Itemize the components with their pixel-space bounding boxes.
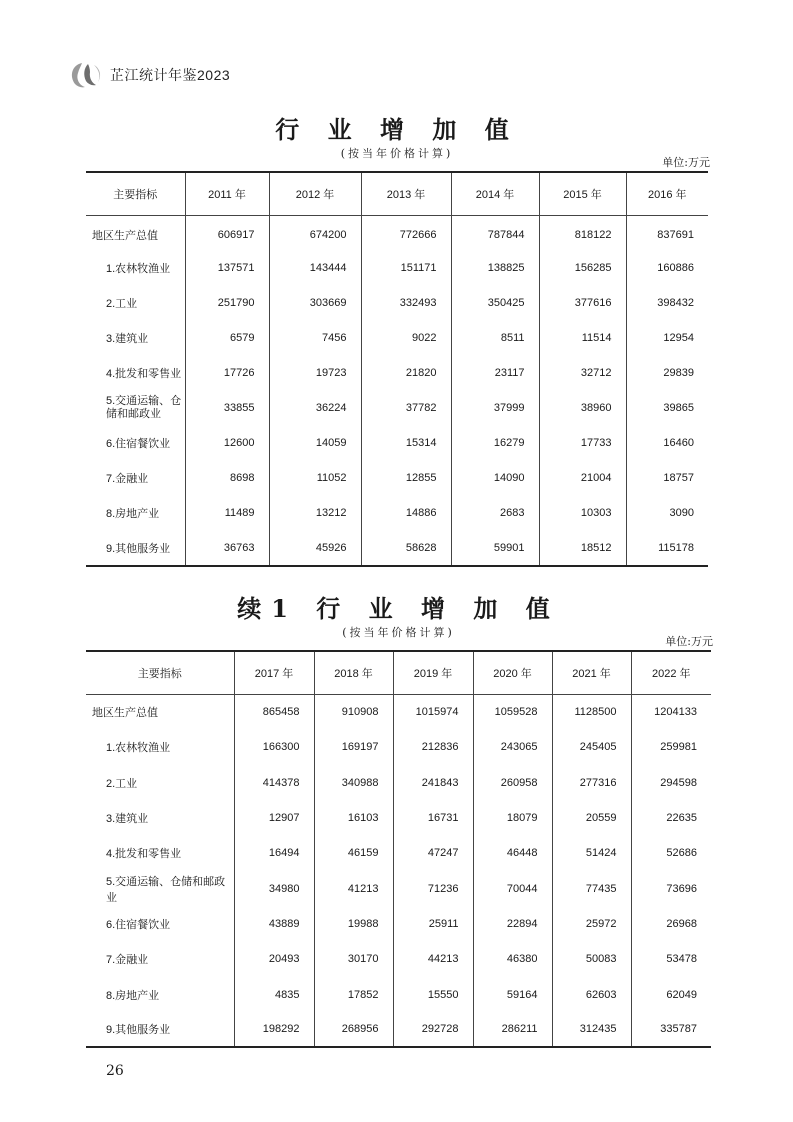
cell-value: 16103	[314, 800, 393, 835]
cell-value: 268956	[314, 1012, 393, 1047]
cell-value: 4835	[234, 977, 314, 1012]
cell-value: 18757	[626, 461, 708, 496]
table1-title: 行 业 增 加 值	[275, 115, 519, 144]
cell-value: 15314	[361, 426, 451, 461]
cell-value: 17726	[185, 356, 269, 391]
cell-value: 36763	[185, 531, 269, 566]
cell-value: 169197	[314, 730, 393, 765]
cell-value: 17852	[314, 977, 393, 1012]
cell-value: 26968	[631, 906, 711, 941]
table-row	[86, 730, 711, 765]
table-row	[86, 942, 711, 977]
table-row	[86, 461, 708, 496]
cell-value: 12907	[234, 800, 314, 835]
cell-value: 12600	[185, 426, 269, 461]
table2-title: 续1 行 业 增 加 值	[237, 594, 560, 623]
row-label: 9.其他服务业	[106, 542, 171, 555]
cell-value: 70044	[473, 871, 552, 906]
cell-value: 30170	[314, 942, 393, 977]
cell-value: 16460	[626, 426, 708, 461]
cell-value: 51424	[552, 836, 631, 871]
cell-value: 160886	[626, 251, 708, 286]
cell-value: 19723	[269, 356, 361, 391]
cell-value: 39865	[626, 391, 708, 426]
table-row	[86, 531, 708, 566]
cell-value: 156285	[539, 251, 626, 286]
cell-value: 62603	[552, 977, 631, 1012]
cell-value: 25972	[552, 906, 631, 941]
cell-value: 37782	[361, 391, 451, 426]
row-label: 8.房地产业	[106, 989, 160, 1002]
cell-value: 340988	[314, 765, 393, 800]
cell-value: 137571	[185, 251, 269, 286]
cell-value: 277316	[552, 765, 631, 800]
cell-value: 8511	[451, 321, 539, 356]
cell-value: 243065	[473, 730, 552, 765]
column-header: 2021 年	[552, 651, 631, 695]
cell-value: 41213	[314, 871, 393, 906]
cell-value: 29839	[626, 356, 708, 391]
cell-value: 37999	[451, 391, 539, 426]
row-label: 5.交通运输、仓储和邮政业	[106, 875, 226, 904]
cell-value: 33855	[185, 391, 269, 426]
cell-value: 674200	[269, 216, 361, 251]
cell-value: 12855	[361, 461, 451, 496]
cell-value: 151171	[361, 251, 451, 286]
cell-value: 350425	[451, 286, 539, 321]
column-header: 主要指标	[86, 651, 234, 695]
table2-header-row	[86, 651, 711, 695]
cell-value: 77435	[552, 871, 631, 906]
column-header: 2022 年	[631, 651, 711, 695]
cell-value: 36224	[269, 391, 361, 426]
cell-value: 14090	[451, 461, 539, 496]
table2	[86, 650, 711, 1048]
cell-value: 46380	[473, 942, 552, 977]
cell-value: 22894	[473, 906, 552, 941]
table-row	[86, 426, 708, 461]
table-row	[86, 695, 711, 730]
cell-value: 46159	[314, 836, 393, 871]
cell-value: 260958	[473, 765, 552, 800]
cell-value: 58628	[361, 531, 451, 566]
cell-value: 52686	[631, 836, 711, 871]
table-row	[86, 286, 708, 321]
cell-value: 414378	[234, 765, 314, 800]
cell-value: 59164	[473, 977, 552, 1012]
column-header: 2012 年	[269, 172, 361, 216]
table-row	[86, 800, 711, 835]
cell-value: 772666	[361, 216, 451, 251]
table-row	[86, 391, 708, 426]
cell-value: 22635	[631, 800, 711, 835]
table1	[86, 171, 708, 567]
cell-value: 23117	[451, 356, 539, 391]
cell-value: 7456	[269, 321, 361, 356]
cell-value: 143444	[269, 251, 361, 286]
cell-value: 1015974	[393, 695, 473, 730]
cell-value: 312435	[552, 1012, 631, 1047]
table-row	[86, 871, 711, 906]
cell-value: 20493	[234, 942, 314, 977]
table-row	[86, 906, 711, 941]
cell-value: 25911	[393, 906, 473, 941]
cell-value: 241843	[393, 765, 473, 800]
cell-value: 910908	[314, 695, 393, 730]
cell-value: 837691	[626, 216, 708, 251]
table-row	[86, 765, 711, 800]
cell-value: 2683	[451, 496, 539, 531]
column-header: 2016 年	[626, 172, 708, 216]
row-label: 8.房地产业	[106, 508, 160, 520]
cell-value: 47247	[393, 836, 473, 871]
cell-value: 16279	[451, 426, 539, 461]
column-header: 主要指标	[86, 172, 185, 216]
cell-value: 17733	[539, 426, 626, 461]
cell-value: 6579	[185, 321, 269, 356]
row-label	[86, 391, 185, 426]
cell-value: 865458	[234, 695, 314, 730]
table-row	[86, 356, 708, 391]
cell-value: 8698	[185, 461, 269, 496]
cell-value: 138825	[451, 251, 539, 286]
cell-value: 59901	[451, 531, 539, 566]
cell-value: 62049	[631, 977, 711, 1012]
cell-value: 10303	[539, 496, 626, 531]
cell-value: 9022	[361, 321, 451, 356]
row-label: 6.住宿餐饮业	[106, 438, 171, 450]
cell-value: 11514	[539, 321, 626, 356]
row-label: 7.金融业	[106, 473, 149, 485]
column-header: 2011 年	[185, 172, 269, 216]
table-row	[86, 1012, 711, 1047]
row-label: 地区生产总值	[92, 229, 158, 242]
cell-value: 606917	[185, 216, 269, 251]
table-row	[86, 216, 708, 251]
table1-subtitle: (按当年价格计算)	[340, 147, 454, 160]
cell-value: 787844	[451, 216, 539, 251]
table-row	[86, 496, 708, 531]
cell-value: 50083	[552, 942, 631, 977]
cell-value: 32712	[539, 356, 626, 391]
cell-value: 44213	[393, 942, 473, 977]
cell-value: 251790	[185, 286, 269, 321]
book-title: 芷江统计年鉴2023	[110, 67, 231, 83]
cell-value: 13212	[269, 496, 361, 531]
cell-value: 11052	[269, 461, 361, 496]
cell-value: 12954	[626, 321, 708, 356]
table-row	[86, 977, 711, 1012]
page-header	[68, 60, 230, 90]
table-row	[86, 251, 708, 286]
cell-value: 21004	[539, 461, 626, 496]
cell-value: 53478	[631, 942, 711, 977]
cell-value: 14059	[269, 426, 361, 461]
column-header: 2019 年	[393, 651, 473, 695]
cell-value: 292728	[393, 1012, 473, 1047]
table-row	[86, 321, 708, 356]
cell-value: 166300	[234, 730, 314, 765]
table2-section	[86, 592, 711, 1048]
row-label: 3.建筑业	[106, 333, 149, 345]
cell-value: 16731	[393, 800, 473, 835]
cell-value: 18079	[473, 800, 552, 835]
page-number: 26	[106, 1063, 124, 1079]
table1-section	[86, 113, 708, 567]
column-header: 2014 年	[451, 172, 539, 216]
cell-value: 398432	[626, 286, 708, 321]
cell-value: 1059528	[473, 695, 552, 730]
row-label: 9.其他服务业	[106, 1024, 171, 1037]
row-label: 4.批发和零售业	[106, 848, 182, 861]
column-header: 2020 年	[473, 651, 552, 695]
cell-value: 115178	[626, 531, 708, 566]
yearbook-logo-icon	[68, 60, 104, 90]
cell-value: 818122	[539, 216, 626, 251]
cell-value: 19988	[314, 906, 393, 941]
cell-value: 71236	[393, 871, 473, 906]
cell-value: 1128500	[552, 695, 631, 730]
cell-value: 11489	[185, 496, 269, 531]
cell-value: 294598	[631, 765, 711, 800]
row-label: 1.农林牧渔业	[106, 742, 171, 755]
table2-unit: 单位:万元	[665, 635, 713, 648]
cell-value: 18512	[539, 531, 626, 566]
row-label: 2.工业	[106, 298, 138, 310]
row-label: 3.建筑业	[106, 813, 149, 826]
cell-value: 16494	[234, 836, 314, 871]
cell-value: 377616	[539, 286, 626, 321]
cell-value: 332493	[361, 286, 451, 321]
cell-value: 15550	[393, 977, 473, 1012]
cell-value: 259981	[631, 730, 711, 765]
cell-value: 212836	[393, 730, 473, 765]
row-label: 6.住宿餐饮业	[106, 918, 171, 931]
cell-value: 286211	[473, 1012, 552, 1047]
cell-value: 14886	[361, 496, 451, 531]
row-label-text: 5.交通运输、仓储和邮政业	[106, 395, 182, 420]
row-label: 7.金融业	[106, 954, 149, 967]
cell-value: 303669	[269, 286, 361, 321]
table1-header-row	[86, 172, 708, 216]
cell-value: 335787	[631, 1012, 711, 1047]
cell-value: 34980	[234, 871, 314, 906]
cell-value: 38960	[539, 391, 626, 426]
column-header: 2017 年	[234, 651, 314, 695]
table1-unit: 单位:万元	[662, 156, 710, 169]
cell-value: 245405	[552, 730, 631, 765]
row-label: 2.工业	[106, 777, 138, 790]
cell-value: 43889	[234, 906, 314, 941]
cell-value: 3090	[626, 496, 708, 531]
column-header: 2015 年	[539, 172, 626, 216]
column-header: 2013 年	[361, 172, 451, 216]
cell-value: 73696	[631, 871, 711, 906]
cell-value: 21820	[361, 356, 451, 391]
cell-value: 20559	[552, 800, 631, 835]
table-row	[86, 836, 711, 871]
table2-subtitle: (按当年价格计算)	[342, 626, 455, 639]
cell-value: 1204133	[631, 695, 711, 730]
column-header: 2018 年	[314, 651, 393, 695]
row-label: 1.农林牧渔业	[106, 263, 171, 275]
cell-value: 46448	[473, 836, 552, 871]
cell-value: 45926	[269, 531, 361, 566]
row-label: 4.批发和零售业	[106, 368, 182, 380]
cell-value: 198292	[234, 1012, 314, 1047]
row-label: 地区生产总值	[92, 707, 158, 720]
